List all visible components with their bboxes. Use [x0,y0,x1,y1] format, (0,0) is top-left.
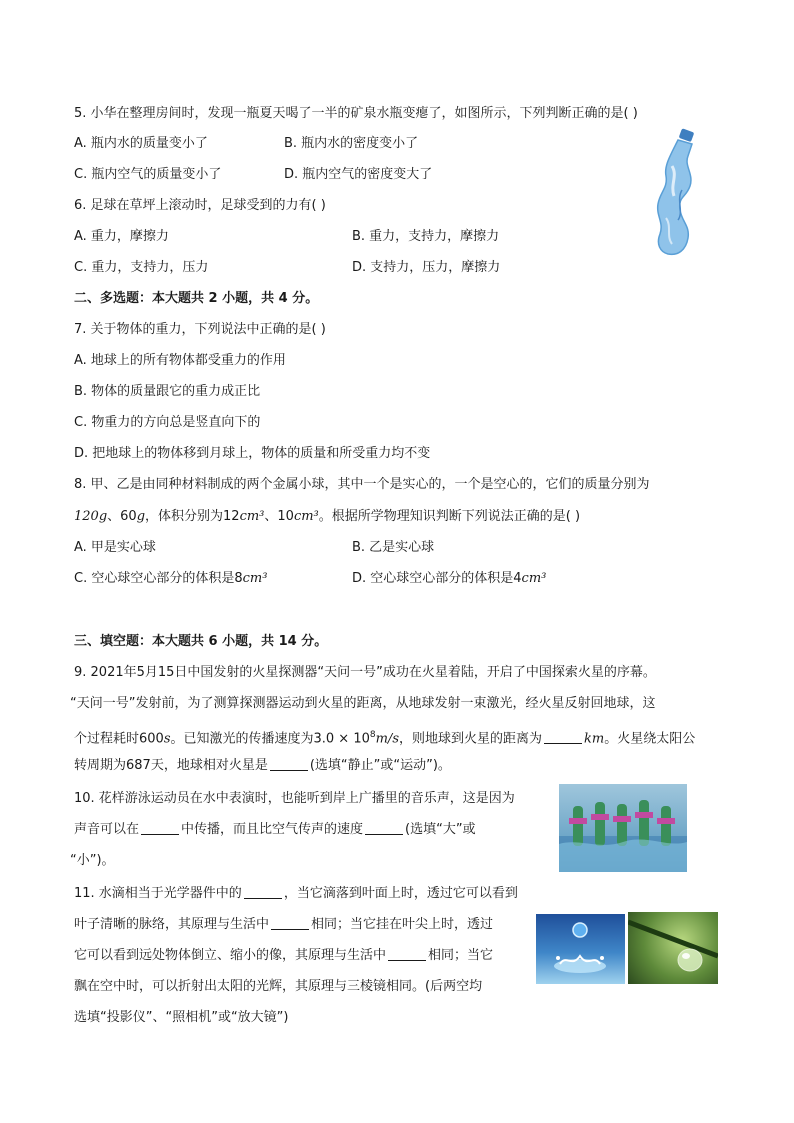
q7-option-d[interactable]: D. 把地球上的物体移到月球上，物体的质量和所受重力均不变 [74,446,431,461]
q8-unit-cm3-2: cm³ [293,509,319,524]
q8-option-a[interactable]: A. 甲是实心球 [74,540,156,555]
q8-volume1: ，体积分别为12 [145,509,240,524]
q11-blank-3[interactable] [388,946,426,961]
q5-option-b[interactable]: B. 瓶内水的密度变小了 [284,136,419,151]
q7-stem: 7. 关于物体的重力，下列说法中正确的是( ) [74,322,326,337]
q9-blank-1[interactable] [544,729,582,744]
q8-unit-g1: g [98,509,108,524]
q6-option-d[interactable]: D. 支持力，压力，摩擦力 [352,260,501,275]
q10-line2-b: 中传播，而且比空气传声的速度 [181,822,364,837]
q6-option-c[interactable]: C. 重力，支持力，压力 [74,260,209,275]
synchronized-swimmers-image [559,784,687,872]
q5-stem: 5. 小华在整理房间时，发现一瓶夏天喝了一半的矿泉水瓶变瘪了，如图所示，下列判断正确的是( ) [74,106,638,121]
q8-option-c[interactable] [74,569,267,589]
q10-line2 [74,820,476,840]
q11-line3-a: 它可以看到远处物体倒立、缩小的像，其原理与生活中 [74,948,387,963]
q11-line2-b: 相同；当它挂在叶尖上时，透过 [311,917,494,932]
q9-speed: 。已知激光的传播速度为3.0 × 10 [170,731,370,747]
q11-blank-1[interactable] [244,884,282,899]
q7-option-c[interactable]: C. 物重力的方向总是竖直向下的 [74,415,261,430]
q11-line5: 选填“投影仪”、“照相机”或“放大镜”) [74,1010,289,1025]
water-drop-splash-image [536,914,625,984]
q9-time: 个过程耗时600 [74,731,164,747]
q9-distance-prompt: ，则地球到火星的距离为 [399,731,543,747]
q8-option-d-text: D. 空心球空心部分的体积是4 [352,571,522,586]
q10-line1: 10. 花样游泳运动员在水中表演时，也能听到岸上广播里的音乐声，这是因为 [74,791,515,806]
q10-blank-1[interactable] [141,820,179,835]
q8-unit-cm3-1: cm³ [239,509,265,524]
q9-line3 [74,725,695,749]
q6-stem: 6. 足球在草坪上滚动时，足球受到的力有( ) [74,198,326,213]
q11-line1-b: ，当它滴落到叶面上时，透过它可以看到 [283,886,518,901]
q9-exponent: 8 [369,730,376,740]
q9-line4 [74,756,451,776]
q9-blank-2[interactable] [270,756,308,771]
q11-blank-2[interactable] [271,915,309,930]
q5-option-c[interactable]: C. 瓶内空气的质量变小了 [74,167,222,182]
q5-option-a[interactable]: A. 瓶内水的质量变小了 [74,136,208,151]
q11-line2 [74,915,493,935]
q8-option-d-unit: cm³ [521,571,547,586]
q6-option-a[interactable]: A. 重力，摩擦力 [74,229,169,244]
q8-question: 。根据所学物理知识判断下列说法正确的是( ) [318,509,581,524]
water-drop-on-leaf-image [628,912,718,984]
q11-line3 [74,946,493,966]
q9-line4-text: 转周期为687天，地球相对火星是 [74,758,268,773]
q5-option-d[interactable]: D. 瓶内空气的密度变大了 [284,167,433,182]
q9-unit-km: km [584,731,605,747]
q9-line2: “天问一号”发射前，为了测算探测器运动到火星的距离，从地球发射一束激光，经火星反射回地球，这 [70,696,656,711]
q9-line4-hint: (选填“静止”或“运动”)。 [309,758,451,773]
q9-line1: 9. 2021年5月15日中国发射的火星探测器“天问一号”成功在火星着陆，开启了中国探索火星的序幕。 [74,665,656,680]
q8-stem-line1: 8. 甲、乙是由同种材料制成的两个金属小球，其中一个是实心的，一个是空心的，它们的质量分别为 [74,477,650,492]
crushed-bottle-image [648,126,708,260]
q11-line3-b: 相同；当它 [428,948,494,963]
q8-stem-line2 [74,507,580,527]
q9-line3-tail: 。火星绕太阳公 [604,731,696,747]
q8-option-c-text: C. 空心球空心部分的体积是8 [74,571,243,586]
section-2-heading: 二、多选题：本大题共 2 小题，共 4 分。 [74,291,319,306]
q9-unit-s: s [163,731,171,747]
q7-option-b[interactable]: B. 物体的质量跟它的重力成正比 [74,384,261,399]
q9-unit-ms: m/s [375,731,399,747]
q8-volume2: 、10 [264,509,294,524]
q10-blank-2[interactable] [365,820,403,835]
q7-option-a[interactable]: A. 地球上的所有物体都受重力的作用 [74,353,286,368]
q8-option-b[interactable]: B. 乙是实心球 [352,540,435,555]
q11-line1-a: 11. 水滴相当于光学器件中的 [74,886,242,901]
section-3-heading: 三、填空题：本大题共 6 小题，共 14 分。 [74,634,328,649]
q8-mass1: 120 [74,509,99,524]
q11-line2-a: 叶子清晰的脉络，其原理与生活中 [74,917,270,932]
q10-line2-c: (选填“大”或 [405,822,476,837]
q8-option-d[interactable] [352,569,546,589]
q8-option-c-unit: cm³ [242,571,268,586]
q6-option-b[interactable]: B. 重力，支持力，摩擦力 [352,229,500,244]
q11-line4: 飘在空中时，可以折射出太阳的光辉，其原理与三棱镜相同。(后两空均 [74,979,483,994]
q11-line1 [74,884,518,904]
q10-line3: “小”)。 [70,853,115,868]
q8-mass2: 、60 [107,509,137,524]
q8-unit-g2: g [136,509,146,524]
q10-line2-a: 声音可以在 [74,822,140,837]
